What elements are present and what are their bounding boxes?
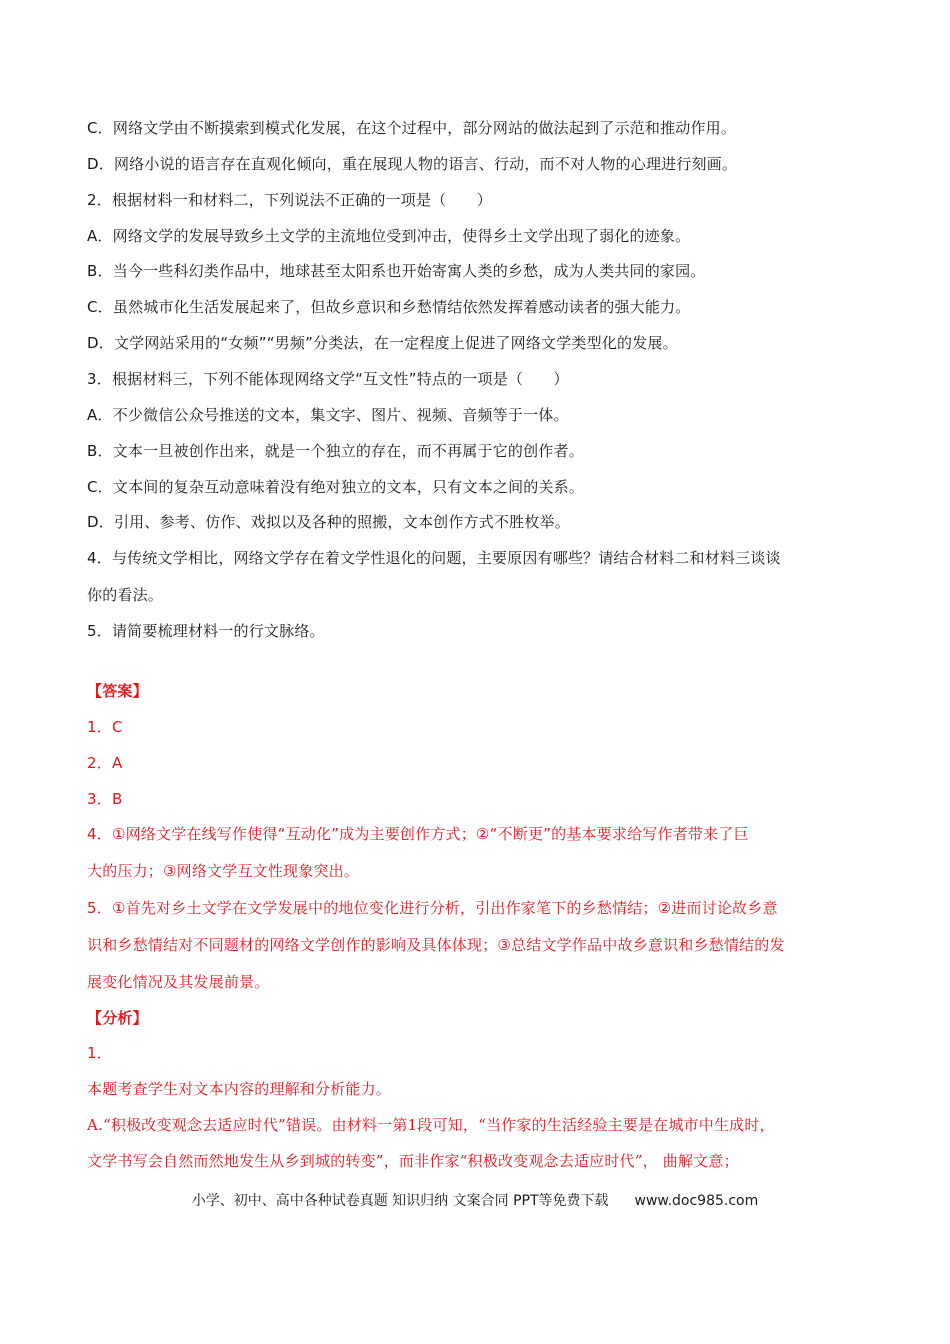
answer-3: 3．B: [87, 790, 123, 808]
q5-stem: 5．请简要梳理材料一的行文脉络。: [87, 622, 325, 640]
q2-option-a: A．网络文学的发展导致乡土文学的主流地位受到冲击，使得乡土文学出现了弱化的迹象。: [87, 227, 691, 245]
answer-5-line3: 展变化情况及其发展前景。: [87, 973, 270, 991]
answer-5-line2: 识和乡愁情结对不同题材的网络文学创作的影响及具体体现；③总结文学作品中故乡意识和乡愁情结的发: [87, 936, 785, 954]
analysis-line2: 文学书写会自然而然地发生从乡到城的转变”，而非作家“积极改变观念去适应时代”， 曲解文意；: [87, 1152, 739, 1170]
q3-option-a: A．不少微信公众号推送的文本，集文字、图片、视频、音频等于一体。: [87, 406, 569, 424]
analysis-number: 1．: [87, 1044, 112, 1062]
q2-stem: 2．根据材料一和材料二，下列说法不正确的一项是（ ）: [87, 191, 492, 209]
footer-text: 小学、初中、高中各种试卷真题 知识归纳 文案合同 PPT等免费下载: [191, 1193, 609, 1209]
q4-stem-line1: 4．与传统文学相比，网络文学存在着文学性退化的问题，主要原因有哪些？请结合材料二和材料三谈谈: [87, 549, 781, 567]
q2-option-b: B．当今一些科幻类作品中，地球甚至太阳系也开始寄寓人类的乡愁，成为人类共同的家园。: [87, 262, 706, 280]
q3-option-d: D．引用、参考、仿作、戏拟以及各种的照搬，文本创作方式不胜枚举。: [87, 513, 570, 531]
footer-url[interactable]: www.doc985.com: [634, 1193, 759, 1209]
answer-heading: 【答案】: [87, 682, 148, 700]
q2-option-d: D．文学网站采用的“女频”“男频”分类法，在一定程度上促进了网络文学类型化的发展。: [87, 334, 678, 352]
page-footer: [0, 1190, 950, 1210]
analysis-intro: 本题考查学生对文本内容的理解和分析能力。: [87, 1080, 392, 1098]
answer-1: 1．C: [87, 718, 123, 736]
q4-stem-line2: 你的看法。: [87, 586, 164, 604]
q3-option-b: B．文本一旦被创作出来，就是一个独立的存在，而不再属于它的创作者。: [87, 442, 584, 460]
q1-option-d: D．网络小说的语言存在直观化倾向，重在展现人物的语言、行动，而不对人物的心理进行刻画。: [87, 155, 738, 173]
q3-option-c: C．文本间的复杂互动意味着没有绝对独立的文本，只有文本之间的关系。: [87, 478, 585, 496]
answer-2: 2．A: [87, 754, 123, 772]
q1-option-c: C．网络文学由不断摸索到模式化发展，在这个过程中，部分网站的做法起到了示范和推动作用。: [87, 119, 737, 137]
analysis-heading: 【分析】: [87, 1009, 148, 1027]
q3-stem: 3．根据材料三，下列不能体现网络文学“互文性”特点的一项是（ ）: [87, 370, 569, 388]
analysis-line1: A.“积极改变观念去适应时代”错误。由材料一第1段可知，“当作家的生活经验主要是在城市中生成时，: [87, 1116, 775, 1134]
q2-option-c: C．虽然城市化生活发展起来了，但故乡意识和乡愁情结依然发挥着感动读者的强大能力。: [87, 298, 691, 316]
answer-4-line1: 4．①网络文学在线写作使得“互动化”成为主要创作方式；②“不断更”的基本要求给写作者带来了巨: [87, 825, 749, 843]
answer-4-line2: 大的压力；③网络文学互文性现象突出。: [87, 862, 360, 880]
answer-5-line1: 5．①首先对乡土文学在文学发展中的地位变化进行分析，引出作家笔下的乡愁情结；②进而讨论故乡意: [87, 899, 778, 917]
